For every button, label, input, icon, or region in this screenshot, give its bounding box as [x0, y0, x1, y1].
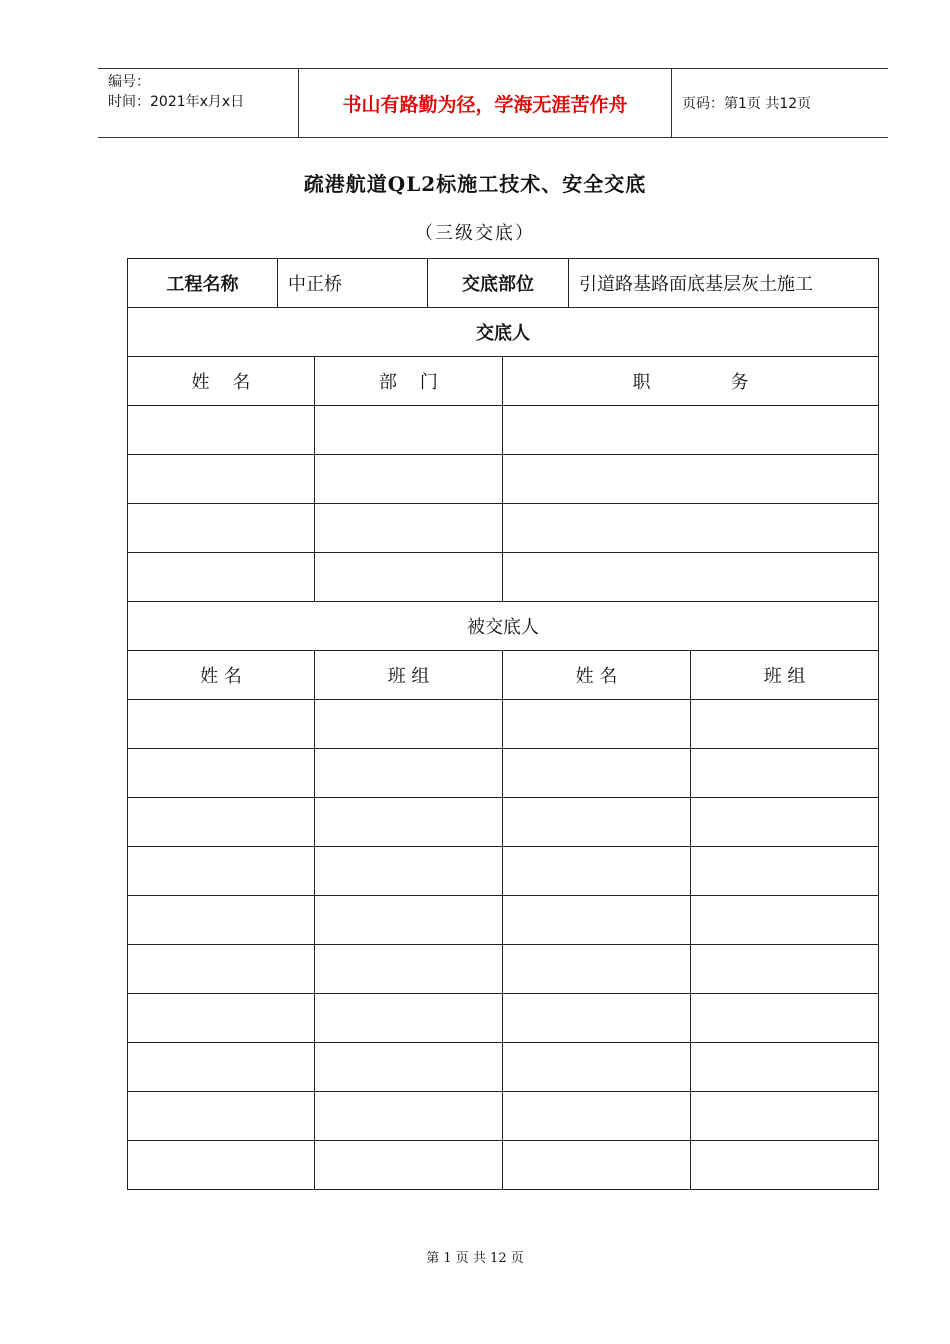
receiver-group-cell[interactable]	[691, 700, 879, 749]
document-title: 疏港航道QL2标施工技术、安全交底	[303, 172, 647, 196]
discloser-dept-cell[interactable]	[315, 455, 503, 504]
receiver-name-cell[interactable]	[503, 847, 691, 896]
discloser-header-row	[128, 357, 879, 406]
discloser-col-name: 姓 名	[128, 357, 315, 406]
receiver-name-cell[interactable]	[503, 798, 691, 847]
receiver-group-cell[interactable]	[315, 945, 503, 994]
receiver-name-cell[interactable]	[503, 1043, 691, 1092]
receiver-group-cell[interactable]	[315, 700, 503, 749]
receiver-name-cell[interactable]	[128, 700, 315, 749]
discloser-position-cell[interactable]	[503, 406, 879, 455]
receiver-group-cell[interactable]	[315, 994, 503, 1043]
project-name-label: 工程名称	[128, 259, 278, 308]
receiver-name-cell[interactable]	[503, 700, 691, 749]
receiver-col-group-1: 班 组	[315, 651, 503, 700]
receiver-group-cell[interactable]	[315, 798, 503, 847]
receiver-name-cell[interactable]	[128, 1141, 315, 1190]
receiver-row	[128, 1141, 879, 1190]
receiver-row	[128, 798, 879, 847]
disclosure-table	[127, 258, 879, 1190]
discloser-row	[128, 553, 879, 602]
receiver-group-cell[interactable]	[691, 896, 879, 945]
receiver-group-cell[interactable]	[691, 1092, 879, 1141]
receiver-row	[128, 1043, 879, 1092]
discloser-col-dept: 部 门	[315, 357, 503, 406]
discloser-position-cell[interactable]	[503, 553, 879, 602]
discloser-dept-cell[interactable]	[315, 553, 503, 602]
receiver-name-cell[interactable]	[128, 896, 315, 945]
receiver-col-name-2: 姓 名	[503, 651, 691, 700]
receiver-name-cell[interactable]	[503, 749, 691, 798]
document-time-label: 时间：2021年x月x日	[108, 94, 245, 110]
discloser-position-cell[interactable]	[503, 455, 879, 504]
discloser-dept-cell[interactable]	[315, 504, 503, 553]
receiver-name-cell[interactable]	[128, 749, 315, 798]
discloser-row	[128, 406, 879, 455]
page-footer: 第 1 页 共 12 页	[426, 1251, 524, 1266]
receiver-row	[128, 847, 879, 896]
discloser-name-cell[interactable]	[128, 455, 315, 504]
receiver-section-title: 被交底人	[128, 602, 879, 651]
discloser-col-position: 职 务	[503, 357, 879, 406]
receiver-group-cell[interactable]	[691, 749, 879, 798]
receiver-group-cell[interactable]	[691, 1141, 879, 1190]
document-subtitle: （三级交底）	[415, 223, 535, 244]
receiver-group-cell[interactable]	[691, 1043, 879, 1092]
receiver-name-cell[interactable]	[503, 1141, 691, 1190]
discloser-name-cell[interactable]	[128, 553, 315, 602]
receiver-group-cell[interactable]	[315, 1141, 503, 1190]
receiver-name-cell[interactable]	[128, 1043, 315, 1092]
header-page-info: 页码：第1页 共12页	[682, 96, 812, 112]
receiver-name-cell[interactable]	[128, 945, 315, 994]
receiver-name-cell[interactable]	[128, 798, 315, 847]
receiver-name-cell[interactable]	[503, 994, 691, 1043]
discloser-name-cell[interactable]	[128, 504, 315, 553]
receiver-row	[128, 1092, 879, 1141]
project-name-value: 中正桥	[278, 259, 428, 308]
discloser-row	[128, 504, 879, 553]
disclosure-part-label: 交底部位	[428, 259, 569, 308]
receiver-group-cell[interactable]	[315, 896, 503, 945]
receiver-group-cell[interactable]	[691, 945, 879, 994]
receiver-col-name-1: 姓 名	[128, 651, 315, 700]
discloser-row	[128, 455, 879, 504]
header-motto: 书山有路勤为径，学海无涯苦作舟	[299, 69, 672, 137]
receiver-name-cell[interactable]	[128, 1092, 315, 1141]
discloser-position-cell[interactable]	[503, 504, 879, 553]
receiver-group-cell[interactable]	[315, 1043, 503, 1092]
receiver-row	[128, 994, 879, 1043]
receiver-header-row	[128, 651, 879, 700]
receiver-name-cell[interactable]	[128, 847, 315, 896]
receiver-section-row	[128, 602, 879, 651]
receiver-group-cell[interactable]	[315, 1092, 503, 1141]
receiver-row	[128, 896, 879, 945]
discloser-section-row	[128, 308, 879, 357]
document-number-label: 编号：	[108, 74, 150, 90]
receiver-row	[128, 749, 879, 798]
receiver-group-cell[interactable]	[691, 798, 879, 847]
receiver-row	[128, 945, 879, 994]
receiver-name-cell[interactable]	[128, 994, 315, 1043]
discloser-name-cell[interactable]	[128, 406, 315, 455]
project-info-row	[128, 259, 879, 308]
receiver-col-group-2: 班 组	[691, 651, 879, 700]
receiver-group-cell[interactable]	[691, 994, 879, 1043]
discloser-dept-cell[interactable]	[315, 406, 503, 455]
disclosure-part-value: 引道路基路面底基层灰土施工	[569, 259, 879, 308]
receiver-group-cell[interactable]	[315, 847, 503, 896]
receiver-group-cell[interactable]	[315, 749, 503, 798]
receiver-name-cell[interactable]	[503, 945, 691, 994]
receiver-name-cell[interactable]	[503, 1092, 691, 1141]
header-meta	[98, 69, 299, 137]
page-header	[98, 68, 888, 138]
receiver-row	[128, 700, 879, 749]
receiver-group-cell[interactable]	[691, 847, 879, 896]
discloser-section-title: 交底人	[128, 308, 879, 357]
receiver-name-cell[interactable]	[503, 896, 691, 945]
